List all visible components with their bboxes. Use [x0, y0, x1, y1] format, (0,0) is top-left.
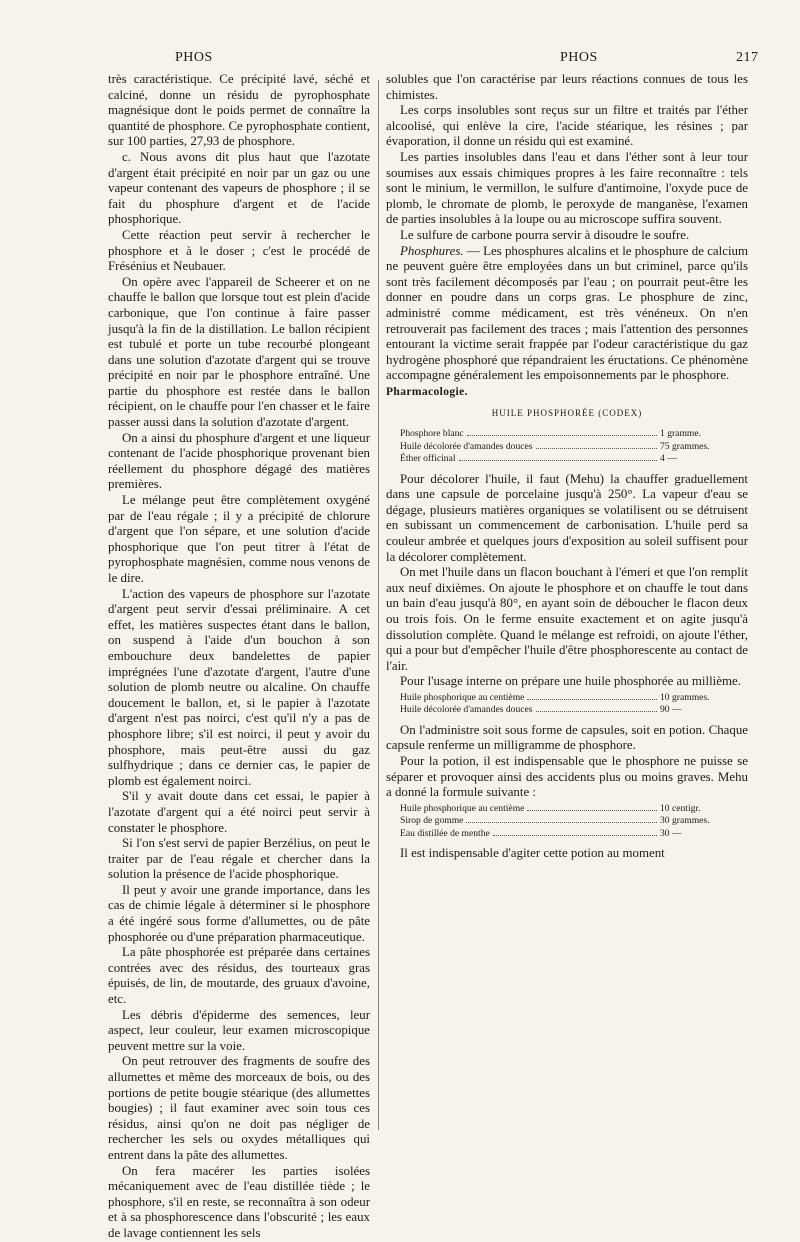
- recipe-title: HUILE PHOSPHORÉE (CODEX): [491, 408, 643, 419]
- paragraph: Cette réaction peut servir à rechercher le phosphore et à le doser ; c'est le procédé de Frésénius et Neubauer.: [108, 227, 370, 274]
- recipe-table-huile-phosphoree: [400, 428, 748, 466]
- paragraph: Les débris d'épiderme des semences, leur aspect, leur couleur, leur examen microscopique peuvent mettre sur la voie.: [108, 1007, 370, 1053]
- leader-dots: [527, 699, 657, 700]
- ingredient-name: Phosphore blanc: [400, 428, 464, 440]
- recipe-row: [400, 441, 748, 454]
- paragraph: La pâte phosphorée est préparée dans certaines contrées avec des résidus, des tourteaux gras épuisés, de lin, de moutarde, des gruaux d'avoine, etc.: [108, 945, 370, 1007]
- paragraph: Si l'on s'est servi de papier Berzélius, on peut le traiter par de l'eau régale et chercher dans la solution la présence de l'acide phosphorique.: [108, 836, 370, 882]
- paragraph: Le sulfure de carbone pourra servir à disoudre le soufre.: [400, 227, 690, 242]
- paragraph: L'action des vapeurs de phosphore sur l'azotate d'argent peut servir d'essai préliminaire. A cet effet, les matières suspectes étant dans le ballon, on suspend à l'aide d'un bouchon à son embouchure deux bandelettes de papier imprégnées l'une d'azotate d'argent, l'autre d'une solution de plomb neutre ou alcaline. On chauffe doucement le ballon, et, si le papier à l'azotate d'argent n'est pas noirci, c'est qu'il n'y a pas de phosphore libre; s'il est noirci, il peut y avoir du phosphore, mais peut-être aussi du gaz sulfhydrique ; dans ce dernier cas, le papier de plomb est également noirci.: [108, 586, 370, 788]
- leader-dots: [459, 460, 658, 461]
- recipe-row: [400, 453, 748, 466]
- recipe-row: [400, 692, 748, 705]
- ingredient-quantity: 10 grammes.: [660, 691, 710, 703]
- leader-dots: [527, 810, 657, 811]
- paragraph: On peut retrouver des fragments de soufre des allumettes et même des morceaux de bois, ou des portions de petite bougie stéarique (des allumettes bougies) ; il faut examiner avec soin tous ces résidus, ainsi qu'on ne doit pas négliger de rechercher les sels ou oxydes métalliques qui entrent dans la pâte des allumettes.: [108, 1054, 370, 1162]
- recipe-row: [400, 803, 748, 816]
- paragraph: Il est indispensable d'agiter cette potion au moment: [400, 846, 665, 861]
- leader-dots: [536, 448, 657, 449]
- left-column: [108, 72, 370, 1242]
- ingredient-quantity: 30 grammes.: [660, 815, 710, 827]
- paragraph: On opère avec l'appareil de Scheerer et on ne chauffe le ballon que lorsque tout est plein d'acide carbonique, que l'on continue à faire passer jusqu'à la fin de la distillation. Le ballon récipient est tubulé et porte un tube recourbé plongeant dans une solution d'azotate d'argent qui se trouve précipité en noir par le phosphore entraîné. Une partie du phosphore est restée dans le ballon récipient, on le chauffe pour l'en chasser et le faire passer aussi dans la solution d'azotate d'argent.: [108, 274, 370, 430]
- ingredient-name: Éther officinal: [400, 453, 456, 465]
- right-column-final: [386, 846, 748, 862]
- phosphures-text: — Les phosphures alcalins et le phosphure de calcium ne peuvent guère être employées dans un but criminel, parce qu'ils sont très facilement décomposés par l'eau ; on pourrait peut-être les donner en poudre dans un corps gras. Le phosphure de zinc, administré comme médicament, est très vénéneux. On n'en retrouverait pas facilement des traces ; mais l'attention des personnes entourant la victime serait frappée par l'odeur caractéristique du gaz hydrogène phosphoré que répandraient les éructations. Ce phénomène accompagne généralement les empoisonnements par le phosphore.: [386, 243, 748, 383]
- paragraph: solubles que l'on caractérise par leurs réactions connues de tous les chimistes.: [386, 72, 748, 102]
- ingredient-quantity: 1 gramme.: [660, 428, 702, 440]
- ingredient-quantity: 30 —: [660, 827, 682, 839]
- leader-dots: [493, 835, 657, 836]
- paragraph: S'il y avait doute dans cet essai, le papier à l'azotate d'argent qui a été noirci peut servir à constater le phosphore.: [108, 789, 370, 835]
- ingredient-quantity: 4 —: [660, 453, 677, 465]
- recipe-table-huile-millieme: [400, 692, 748, 717]
- paragraph: Le mélange peut être complètement oxygéné par de l'eau régale ; il y a précipité de chlorure d'argent que l'on sépare, et une solution d'acide phosphorique que l'on peut titrer à l'état de pyrophosphate magnésien, comme nous venons de le dire.: [108, 493, 370, 585]
- ingredient-name: Sirop de gomme: [400, 815, 464, 827]
- leader-dots: [466, 822, 657, 823]
- recipe-row: [400, 428, 748, 441]
- ingredient-quantity: 90 —: [660, 704, 682, 716]
- paragraph: On met l'huile dans un flacon bouchant à l'émeri et que l'on remplit aux neuf dixièmes. On ajoute le phosphore et on chauffe le tout dans un bain d'eau jusqu'à 80°, en ayant soin de déboucher le flacon deux ou trois fois. On le ferme ensuite exactement et on agite jusqu'à dissolution complète. Quand le mélange est refroidi, on ajoute l'éther, qui a pour but d'empêcher l'huile d'être phosphorescente au contact de l'air.: [386, 565, 748, 673]
- paragraph: Les corps insolubles sont reçus sur un filtre et traités par l'éther alcoolisé, qui enlève la cire, l'acide stéarique, les résines ; par évaporation, il donne un résidu qui est examiné.: [386, 103, 748, 149]
- ingredient-name: Huile phosphorique au centième: [400, 802, 525, 814]
- paragraph: Pour décolorer l'huile, il faut (Mehu) la chauffer graduellement dans une capsule de porcelaine jusqu'à 250°. La vapeur d'eau se dégage, plusieurs matières organiques se volatilisent ou se détruisent en subissant un commencement de carbonisation. L'huile perd sa couleur ambrée et quelques jours d'exposition au soleil suffisent pour la décolorer complètement.: [386, 471, 748, 564]
- ingredient-quantity: 75 grammes.: [660, 440, 710, 452]
- right-column: [386, 72, 748, 862]
- paragraph: très caractéristique. Ce précipité lavé, séché et calciné, donne un résidu de pyrophosphate magnésique dont le poids permet de connaître la quantité de phosphore. Ce pyrophosphate contient, sur 100 parties, 27,93 de phosphore.: [108, 72, 370, 149]
- ingredient-name: Huile décolorée d'amandes douces: [400, 704, 533, 716]
- recipe-row: [400, 704, 748, 717]
- ingredient-quantity: 10 centigr.: [660, 802, 701, 814]
- leader-dots: [467, 435, 657, 436]
- paragraph: c. Nous avons dit plus haut que l'azotate d'argent était précipité en noir par un gaz ou une vapeur contenant des vapeurs de phosphore ; il se fait du phosphure d'argent et de l'acide phosphorique.: [108, 149, 370, 227]
- paragraph: On l'administre soit sous forme de capsules, soit en potion. Chaque capsule renferme un milligramme de phosphore.: [386, 722, 748, 753]
- phosphures-paragraph: [386, 244, 748, 384]
- recipe-row: [400, 828, 748, 841]
- paragraph: Il peut y avoir une grande importance, dans les cas de chimie légale à déterminer si le phosphore a été ingéré sous forme d'allumettes, ou de pâte phosphorée ou d'une préparation pharmaceutique.: [108, 882, 370, 944]
- recipe-table-potion: [400, 803, 748, 841]
- column-divider: [378, 80, 379, 1130]
- paragraph: Pour l'usage interne on prépare une huile phosphorée au millième.: [400, 674, 741, 689]
- paragraph: Pour la potion, il est indispensable que le phosphore ne puisse se séparer et provoquer ainsi des accidents plus ou moins graves. Mehu a donné la formule suivante :: [386, 754, 748, 800]
- right-column-administration: [386, 723, 748, 801]
- recipe-row: [400, 815, 748, 828]
- paragraph: Les parties insolubles dans l'eau et dans l'éther sont à leur tour soumises aux essais chimiques propres à les faire reconnaître : tels sont le minium, le vermillon, le sulfure d'antimoine, l'oxyde puce de plomb, le chromate de plomb, le peroxyde de manganèse, l'examen de parties insolubles à la loupe ou au microscope suffira souvent.: [386, 149, 748, 227]
- paragraph: On a ainsi du phosphure d'argent et une liqueur contenant de l'acide phosphorique provenant bien réellement du phosphore dégagé des matières premières.: [108, 430, 370, 492]
- leader-dots: [536, 711, 657, 712]
- ingredient-name: Huile phosphorique au centième: [400, 691, 525, 703]
- section-heading-pharmacologie: Pharmacologie.: [386, 385, 468, 398]
- running-head-right: PHOS: [560, 50, 598, 65]
- right-column-preparation: [386, 472, 748, 690]
- running-head-left: PHOS: [175, 50, 213, 65]
- ingredient-name: Huile décolorée d'amandes douces: [400, 440, 533, 452]
- ingredient-name: Eau distillée de menthe: [400, 827, 490, 839]
- page-number: 217: [736, 50, 759, 65]
- phosphures-term: Phosphures.: [400, 243, 464, 258]
- right-column-intro: [386, 72, 748, 244]
- paragraph: On fera macérer les parties isolées mécaniquement avec de l'eau distillée tiède ; le phosphore, s'il en reste, se reconnaîtra à son odeur et à sa phosphorescence dans l'obscurité ; les eaux de lavage contiennent les sels: [108, 1163, 370, 1240]
